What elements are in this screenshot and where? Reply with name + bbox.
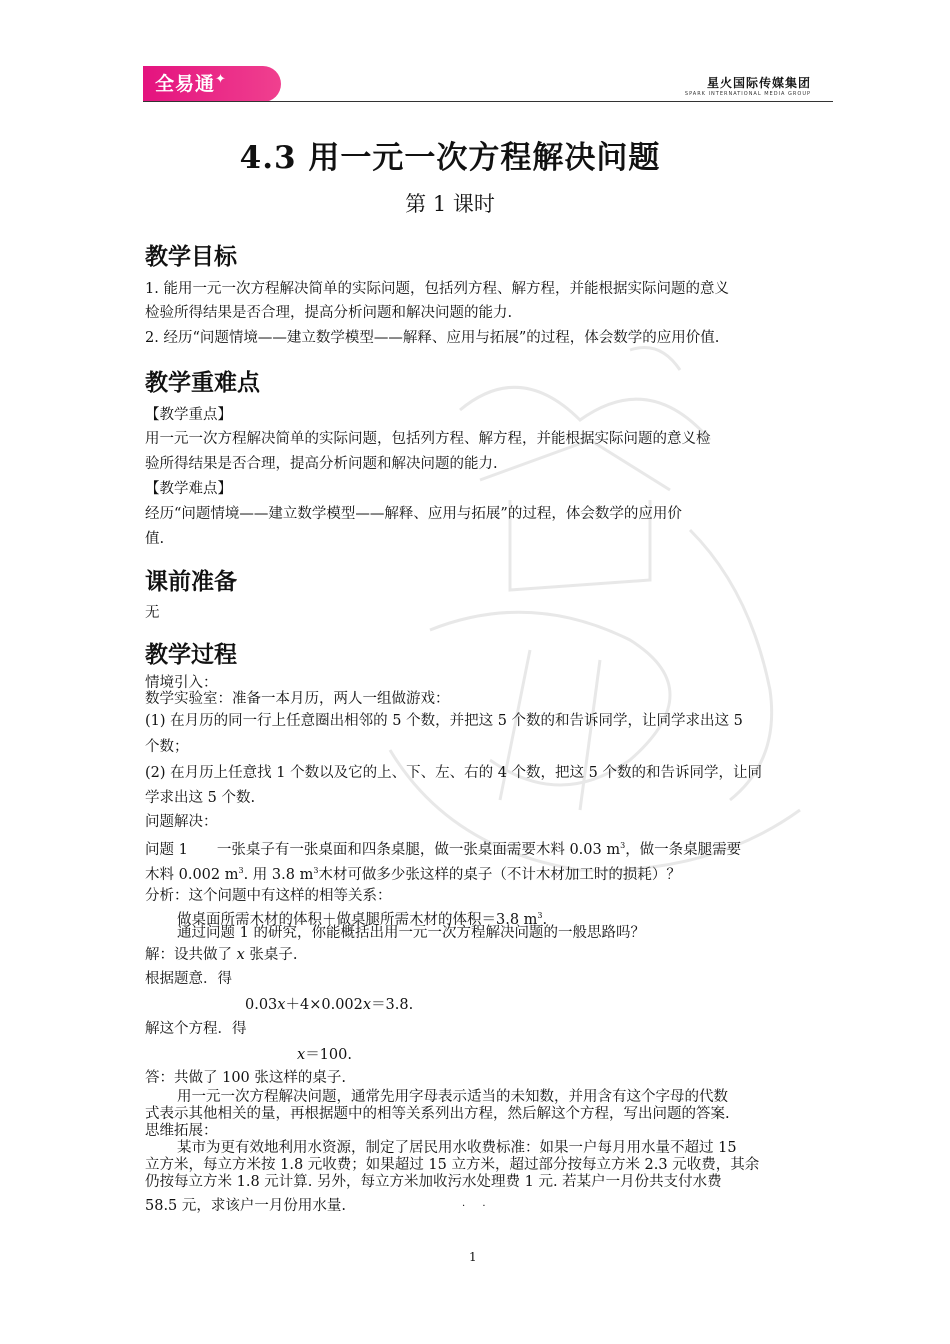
cubic-sup: 3 [537,911,543,920]
problem-1-line1 [145,834,741,862]
preparation-text: 无 [145,605,160,621]
key-line1: 用一元一次方程解决简单的实际问题，包括列方程、解方程，并能根据实际问题的意义检 [145,431,711,447]
summary-line2: 式表示其他相关的量，再根据题中的相等关系列出方程，然后解这个方程，写出问题的答案. [145,1106,730,1122]
water-problem-line1: 某市为更有效地利用水资源，制定了居民用水收费标准：如果一户每月用水量不超过 15 [177,1140,737,1156]
solution-b: 张桌子. [244,947,298,963]
publisher-mark [685,74,811,97]
quanyitong-logo [143,66,281,102]
sparkle-icon: ✦ [215,72,227,87]
heading-key-points: 教学重难点 [145,370,260,396]
water-problem-line3: 仍按每立方米 1.8 元计算. 另外，每立方米加收污水处理费 1 元. 若某户一月份共支付水费 [145,1174,722,1190]
intro-label: 情境引入： [145,675,218,691]
water-problem-line2: 立方米，每立方米按 1.8 元收费；如果超过 15 立方米，超过部分按每立方米 2.3 元收费，其余 [145,1157,760,1173]
watermark-logo [330,330,850,890]
cubic-sup: 3 [620,841,626,850]
page-header [143,62,833,102]
variable-x: x [277,997,286,1013]
water-problem-line4: 58.5 元，求该户一月份用水量. [145,1198,347,1214]
publisher-name-en: SPARK INTERNATIONAL MEDIA GROUP [684,91,811,97]
key-label: 【教学重点】 [145,407,232,423]
emphasis-dots: · · [462,1201,493,1212]
solve-equation-text: 解这个方程．得 [145,1021,247,1037]
heading-objectives: 教学目标 [145,244,237,270]
eq-part-c: ＝3.8. [371,997,414,1013]
solution-a: 解：设共做了 [145,947,237,963]
according-text: 根据题意．得 [145,971,232,987]
logo-text: 全易通 [155,73,216,95]
answer-text: 答：共做了 100 张这样的桌子. [145,1070,347,1086]
objective-1-line2: 检验所得结果是否合理，提高分析问题和解决问题的能力. [145,305,513,321]
problem-1-text-c: 木料 0.002 m [145,866,239,883]
problem-1-text-d: . 用 3.8 m [243,866,314,883]
result-value: ＝100. [305,1047,352,1063]
lesson-subtitle: 第 1 课时 [405,192,495,216]
difficulty-line1: 经历“问题情境——建立数学模型——解释、应用与拓展”的过程，体会数学的应用价 [145,506,682,522]
extension-label: 思维拓展： [145,1123,218,1139]
objective-2: 2. 经历“问题情境——建立数学模型——解释、应用与拓展”的过程，体会数学的应用价值. [145,330,720,346]
eq-part-b: ＋4×0.002 [285,997,363,1013]
result [297,1043,352,1067]
lab-text: 数学实验室：准备一本月历，两人一组做游戏： [145,691,450,707]
game-2-line2: 学求出这 5 个数. [145,790,256,806]
heading-preparation: 课前准备 [145,569,237,595]
page-title: 4.3 用一元一次方程解决问题 [239,140,661,176]
header-divider [143,101,833,102]
problem-1-text-a: 问题 1 一张桌子有一张桌面和四条桌腿，做一张桌面需要木料 0.03 m [145,841,621,858]
variable-x: x [362,997,372,1013]
problem-1-line2 [145,859,681,887]
key-line2: 验所得结果是否合理，提高分析问题和解决问题的能力. [145,456,498,472]
game-1-line1: (1) 在月历的同一行上任意圈出相邻的 5 个数，并把这 5 个数的和告诉同学，让同学求出这 5 [145,713,743,729]
summary-line1: 用一元一次方程解决问题，通常先用字母表示适当的未知数，并用含有这个字母的代数 [177,1089,728,1105]
problem-1-text-b: ，做一条桌腿需要 [625,841,742,858]
relation-a: 做桌面所需木材的体积＋做桌腿所需木材的体积＝3.8 m [177,911,538,928]
problem-1-text-e: 木材可做多少张这样的桌子（不计木材加工时的损耗）？ [318,866,681,883]
equation [245,993,413,1017]
eq-part-a: 0.03 [245,997,278,1013]
publisher-name-cn: 星火国际传媒集团 [706,76,811,90]
variable-x: x [297,1047,306,1063]
relation-b: . [542,911,548,928]
game-1-line2: 个数； [145,739,189,755]
game-2-line1: (2) 在月历上任意找 1 个数以及它的上、下、左、右的 4 个数，把这 5 个数的和告诉同学，让同 [145,765,762,781]
general-approach-question: 通过问题 1 的研究，你能概括出用一元一次方程解决问题的一般思路吗？ [177,925,645,941]
heading-process: 教学过程 [145,642,237,668]
difficulty-line2: 值. [145,531,165,547]
analysis-text: 分析：这个问题中有这样的相等关系： [145,888,392,904]
difficulty-label: 【教学难点】 [145,481,232,497]
objective-1-line1: 1. 能用一元一次方程解决简单的实际问题，包括列方程、解方程，并能根据实际问题的意义 [145,281,729,297]
solve-label: 问题解决： [145,814,218,830]
cubic-sup: 3 [313,866,319,875]
page-number: 1 [469,1250,477,1264]
cubic-sup: 3 [238,866,244,875]
variable-x: x [236,947,245,963]
solution-setup [145,943,298,967]
